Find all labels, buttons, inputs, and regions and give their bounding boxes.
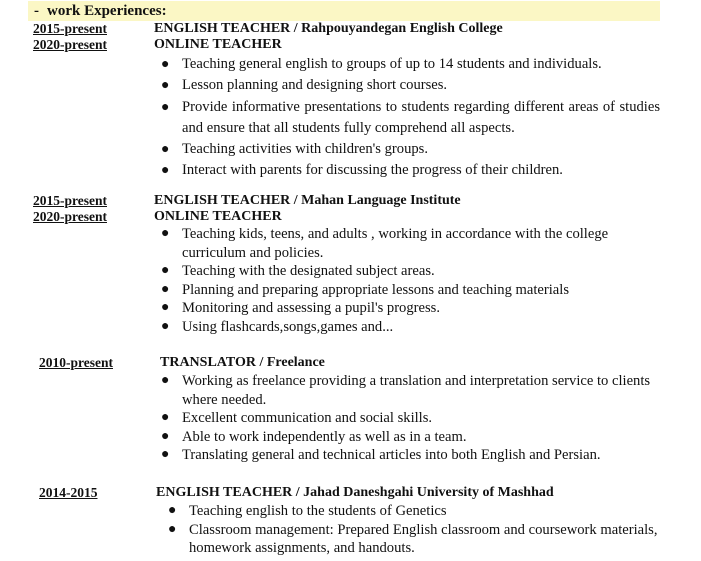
- list-item: [158, 299, 658, 318]
- bullet-text: Provide informative presentations to students regarding different areas of studies and ensure that all students fully comprehend all aspects.: [182, 98, 660, 136]
- list-item: [158, 97, 660, 140]
- section-heading: work Experiences:: [47, 3, 167, 19]
- list-item: [165, 521, 665, 558]
- bullet-text: Teaching with the designated subject areas.: [182, 263, 435, 280]
- bullet-text: Lesson planning and designing short courses.: [182, 77, 448, 94]
- section-header: [28, 1, 660, 21]
- list-item: [158, 281, 658, 300]
- bullet-icon: ●: [161, 373, 170, 388]
- entry-bullet-list: [165, 502, 665, 558]
- list-item: [158, 446, 658, 465]
- bullet-text: Excellent communication and social skills.: [182, 410, 433, 427]
- list-item: [158, 409, 658, 428]
- section-dash: -: [34, 3, 39, 19]
- bullet-icon: ●: [161, 318, 170, 334]
- bullet-text: Teaching activities with children's groups.: [182, 141, 428, 158]
- bullet-text: Teaching general english to groups of up to 14 students and individuals.: [182, 56, 602, 72]
- bullet-icon: ●: [161, 410, 170, 426]
- entry-title: TRANSLATOR / Freelance: [160, 355, 325, 370]
- bullet-icon: ●: [161, 428, 170, 444]
- bullet-icon: ●: [161, 226, 170, 241]
- bullet-icon: ●: [161, 263, 170, 279]
- bullet-text: Classroom management: Prepared English classroom and coursework materials, homework assignments, and handouts.: [189, 521, 658, 557]
- entry-date: 2015-present: [33, 193, 107, 208]
- list-item: [158, 75, 660, 96]
- entry-title: ONLINE TEACHER: [154, 209, 282, 224]
- bullet-icon: ●: [168, 503, 177, 518]
- entry-bullet-list: [158, 225, 658, 337]
- bullet-icon: ●: [161, 78, 170, 94]
- list-item: [158, 262, 658, 281]
- entry-bullet-list: [158, 372, 658, 465]
- bullet-text: Monitoring and assessing a pupil's progress.: [182, 300, 440, 317]
- entry-date: 2020-present: [33, 209, 107, 224]
- list-item: [158, 139, 660, 160]
- bullet-text: Teaching english to the students of Genetics: [189, 503, 447, 519]
- bullet-text: Planning and preparing appropriate lessons and teaching materials: [182, 281, 570, 298]
- entry-date: 2015-present: [33, 21, 107, 36]
- entry-title: ENGLISH TEACHER / Jahad Daneshgahi University of Mashhad: [156, 485, 554, 500]
- bullet-text: Able to work independently as well as in a team.: [182, 428, 467, 445]
- list-item: [158, 318, 658, 337]
- entry-date: 2010-present: [39, 355, 113, 370]
- list-item: [158, 428, 658, 447]
- bullet-icon: ●: [161, 300, 170, 316]
- entry-date: 2014-2015: [39, 485, 98, 500]
- bullet-text: Teaching kids, teens, and adults , working in accordance with the college curriculum and policies.: [182, 226, 609, 261]
- bullet-icon: ●: [168, 521, 177, 537]
- bullet-icon: ●: [161, 281, 170, 297]
- entry-date: 2020-present: [33, 37, 107, 52]
- list-item: [158, 54, 660, 75]
- bullet-icon: ●: [161, 57, 170, 72]
- list-item: [158, 225, 658, 262]
- entry-title: ENGLISH TEACHER / Rahpouyandegan English College: [154, 21, 503, 36]
- bullet-icon: ●: [161, 447, 170, 463]
- bullet-text: Working as freelance providing a translation and interpretation service to clients where needed.: [182, 373, 651, 408]
- list-item: [158, 160, 660, 181]
- bullet-icon: ●: [161, 142, 170, 158]
- entry-bullet-list: [158, 54, 660, 182]
- list-item: [165, 502, 665, 521]
- list-item: [158, 372, 658, 409]
- entry-title: ENGLISH TEACHER / Mahan Language Institute: [154, 193, 461, 208]
- entry-title: ONLINE TEACHER: [154, 37, 282, 52]
- bullet-text: Using flashcards,songs,games and...: [182, 318, 394, 335]
- bullet-icon: ●: [161, 163, 170, 179]
- bullet-text: Interact with parents for discussing the progress of their children.: [182, 162, 563, 179]
- bullet-text: Translating general and technical articles into both English and Persian.: [182, 447, 601, 464]
- bullet-icon: ●: [161, 99, 170, 115]
